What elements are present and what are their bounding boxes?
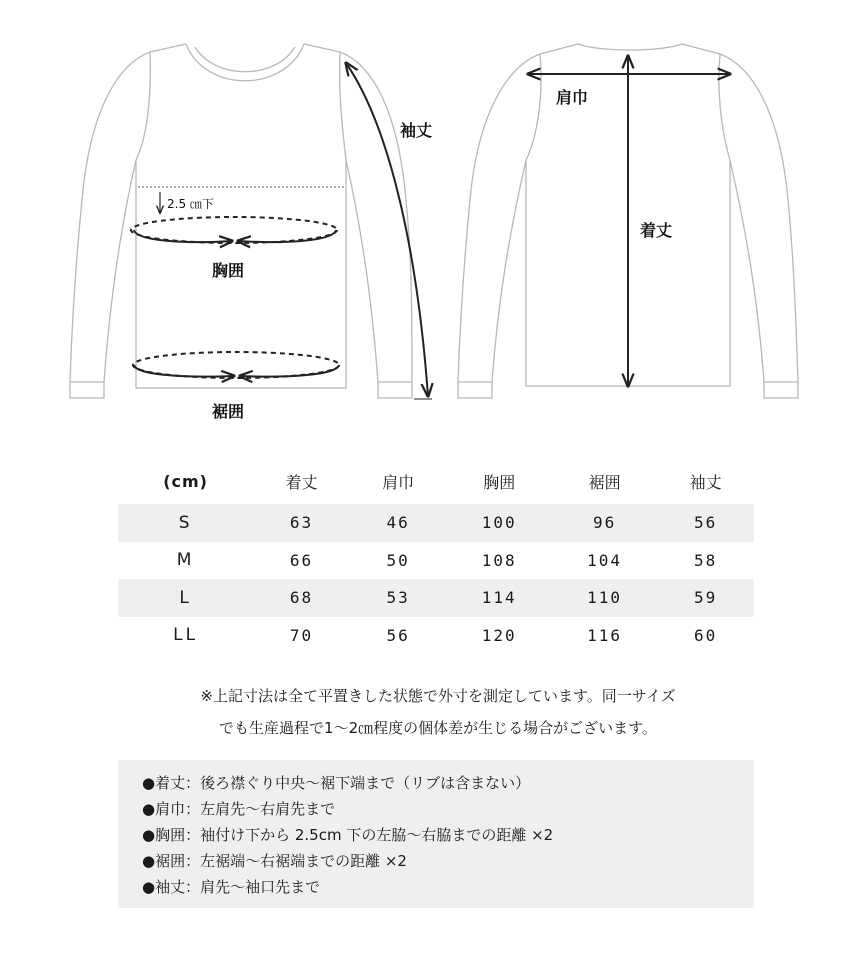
size-cell: S [178,512,193,533]
table-row [118,579,754,617]
garment-measurement-diagram [0,0,860,430]
size-cell: LL [173,625,199,646]
table-header-row [118,458,754,504]
definition-item: ●胸囲：袖付け下から 2.5cm 下の左脇〜右脇までの距離 ×2 [142,826,554,844]
definition-item: ●着丈：後ろ襟ぐり中央〜裾下端まで（リブは含まない） [142,774,531,792]
size-cell: M [176,550,195,571]
value-cell: 116 [587,625,623,645]
value-cell: 114 [481,588,517,608]
sleeve-length-label: 袖丈 [400,121,433,140]
sleeve-length-arrow [346,63,428,396]
definition-item: ●肩巾：左肩先〜右肩先まで [142,800,336,818]
value-cell: 63 [289,513,314,533]
value-cell: 120 [481,625,517,645]
value-cell: 108 [481,550,517,570]
value-cell: 104 [587,550,623,570]
value-cell: 60 [694,625,718,645]
table-row [118,542,754,580]
front-shirt-outline [70,44,412,398]
hem-label: 裾囲 [212,402,245,421]
measurement-note [118,680,758,744]
note-line: ※上記寸法は全て平置きした状態で外寸を測定しています。同一サイズ [200,687,676,705]
unit-header: (cm) [163,471,208,491]
value-cell: 100 [481,513,517,533]
value-cell: 56 [386,625,410,645]
value-cell: 56 [694,513,718,533]
measurement-definitions [118,760,754,908]
header-shoulder-width: 肩巾 [382,472,415,492]
value-cell: 50 [386,550,410,570]
header-hem: 裾囲 [588,472,621,492]
definition-item: ●裾囲：左裾端〜右裾端までの距離 ×2 [142,852,407,870]
table-row [118,504,754,542]
size-cell: L [179,587,192,608]
value-cell: 96 [592,513,617,533]
value-cell: 59 [694,588,718,608]
chest-circumference-line [131,217,337,243]
shoulder-width-label: 肩巾 [556,88,589,107]
value-cell: 66 [289,550,314,570]
chest-label: 胸囲 [212,261,245,280]
body-length-label: 着丈 [640,221,673,240]
chest-offset-label: 2.5 ㎝下 [167,197,214,211]
header-body-length: 着丈 [285,472,318,492]
note-line: でも生産過程で1〜2㎝程度の個体差が生じる場合がございます。 [219,719,657,737]
value-cell: 46 [386,513,410,533]
size-table [118,458,754,654]
header-sleeve-length: 袖丈 [689,472,722,492]
table-row [118,617,754,655]
value-cell: 58 [694,550,718,570]
value-cell: 53 [386,588,410,608]
value-cell: 68 [289,588,314,608]
header-chest: 胸囲 [483,472,516,492]
definition-item: ●袖丈：肩先〜袖口先まで [142,878,321,896]
value-cell: 110 [587,588,623,608]
value-cell: 70 [289,625,314,645]
